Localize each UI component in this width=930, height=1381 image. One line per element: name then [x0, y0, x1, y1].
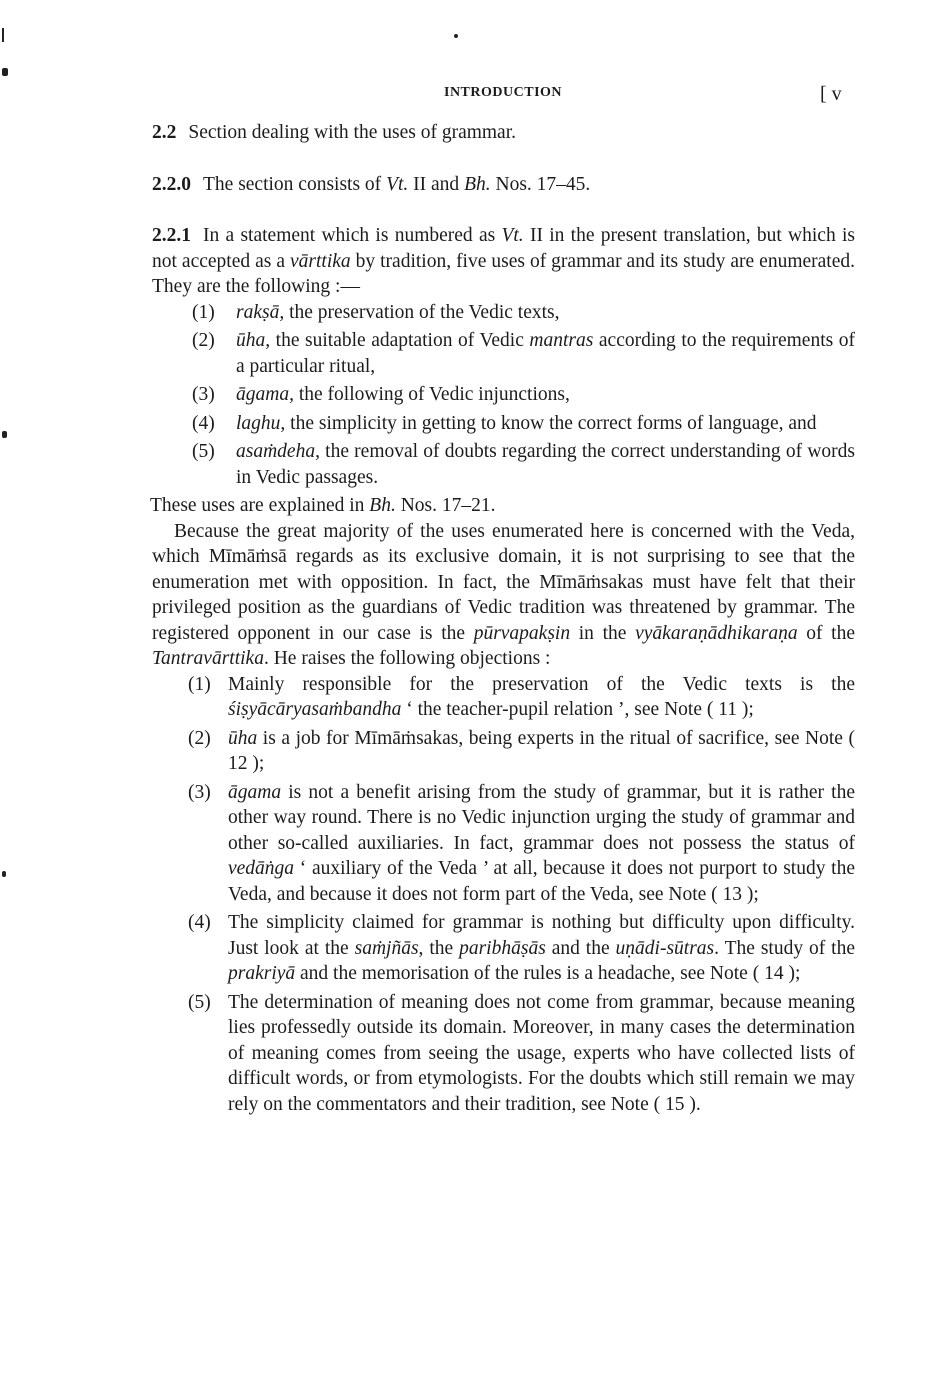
- section-2-2: [152, 120, 855, 146]
- scan-mark: [2, 431, 7, 438]
- abbrev-vt: Vt.: [501, 225, 524, 246]
- term: āgama,: [236, 384, 294, 405]
- text-run: II in the present translation, but which is not accepted as a: [152, 225, 855, 272]
- item-text: is a job for Mīmāṁsakas, being experts in the ritual of sacrifice, see Note ( 12 );: [228, 727, 855, 774]
- list-item: [152, 300, 855, 326]
- term: āgama: [228, 781, 282, 803]
- text-run: These uses are explained in: [150, 495, 370, 516]
- item-label: (2): [188, 727, 211, 749]
- list-item: [152, 726, 855, 777]
- item-text: The simplicity claimed for grammar is nothing but difficulty upon difficulty. Just look at the: [228, 912, 855, 959]
- list-item: [152, 411, 855, 437]
- text-run: Nos. 17–45.: [490, 173, 591, 195]
- abbrev-bh: Bh.: [464, 173, 491, 195]
- term: vedāṅga: [228, 858, 295, 879]
- item-label: (3): [192, 384, 215, 405]
- section-2-2-0: [152, 172, 855, 198]
- item-label: (1): [192, 301, 215, 323]
- term: asaṁdeha,: [236, 441, 320, 462]
- text-run: In a statement which is numbered as: [203, 225, 502, 246]
- abbrev-vt: Vt.: [386, 173, 409, 195]
- item-text: , the: [418, 937, 460, 959]
- text-run: The section consists of: [203, 173, 387, 195]
- text-run: by tradition, five uses of grammar and its study are enumerated. They are the following :—: [152, 250, 855, 297]
- scan-mark: [454, 34, 458, 38]
- abbrev-bh: Bh.: [369, 495, 396, 516]
- term: paribhāṣās: [459, 937, 546, 959]
- item-text: the removal of doubts regarding the correct understanding of words in Vedic passages.: [236, 441, 855, 488]
- term: laghu,: [236, 412, 286, 434]
- term-varttika: vārttika: [289, 250, 351, 272]
- item-label: (4): [188, 912, 211, 933]
- term: prakriyā: [228, 963, 296, 984]
- text-run: in the: [570, 622, 636, 644]
- objections-list: [152, 672, 855, 1118]
- list-item: [152, 382, 855, 408]
- item-text: is not a benefit arising from the study of grammar, but it is rather the other way round. There is no Vedic injunction urging the study of grammar and other so-called auxiliaries. In fact, grammar does not possess the status of: [228, 781, 855, 854]
- item-text: Mainly responsible for the preservation of the Vedic texts is the: [228, 673, 855, 695]
- list-item: [152, 780, 855, 908]
- main-paragraph: [152, 519, 855, 672]
- section-number: 2.2.1: [152, 225, 191, 246]
- item-text: . The study of the: [714, 937, 855, 959]
- item-text: ‘ the teacher-pupil relation ’, see Note ( 11 );: [401, 699, 754, 720]
- section-number: 2.2.0: [152, 173, 191, 195]
- text-run: Because the great majority of the uses enumerated here is concerned with the Veda, which Mīmāṁsā regards as its exclusive domain, it is not surprising to see that the enumeration met with opposition. In fact, the Mīmāṁsakas must have felt that their privileged position as the guardians of Vedic tradition was threatened by grammar. The registered opponent in our case is the: [152, 520, 855, 644]
- item-text: the simplicity in getting to know the correct forms of language, and: [285, 412, 817, 434]
- list-item: [152, 439, 855, 490]
- list-item: [152, 672, 855, 723]
- scan-mark: [2, 871, 6, 877]
- item-label: (1): [188, 673, 211, 695]
- item-label: (2): [192, 330, 215, 351]
- term: śiṣyācāryasaṁbandha: [228, 699, 402, 720]
- section-title: Section dealing with the uses of grammar.: [188, 122, 517, 143]
- section-number: 2.2: [152, 122, 177, 143]
- item-text: the following of Vedic injunctions,: [293, 384, 570, 405]
- list-item: [152, 328, 855, 379]
- page-number: [ v: [820, 83, 842, 105]
- item-text: and the memorisation of the rules is a headache, see Note ( 14 );: [295, 963, 801, 984]
- list-item: [152, 990, 855, 1118]
- item-text: according to the requirements of a particular ritual,: [236, 330, 855, 377]
- term: rakṣā,: [236, 301, 285, 323]
- term: Tantravārttika: [152, 648, 264, 669]
- term: pūrvapakṣin: [473, 622, 571, 644]
- body-text: [152, 120, 855, 1120]
- scan-mark: [2, 28, 4, 42]
- section-2-2-1: [152, 223, 855, 300]
- item-label: (4): [192, 412, 215, 434]
- item-text: the preservation of the Vedic texts,: [284, 301, 560, 323]
- item-text: and the: [545, 937, 616, 959]
- term: mantras: [529, 330, 594, 351]
- item-label: (3): [188, 781, 211, 803]
- term: vyākaraṇādhikaraṇa: [635, 622, 798, 644]
- term: saṁjñās: [354, 937, 419, 959]
- uses-explained: [150, 493, 855, 519]
- text-run: . He raises the following objections :: [263, 648, 551, 669]
- term: uṇādi-sūtras: [615, 937, 715, 959]
- running-header: INTRODUCTION: [444, 85, 563, 100]
- item-label: (5): [192, 441, 215, 462]
- term: ūha,: [236, 330, 271, 351]
- item-text: the suitable adaptation of Vedic: [270, 330, 530, 351]
- text-run: II and: [408, 173, 465, 195]
- item-text: The determination of meaning does not come from grammar, because meaning lies professedly outside its domain. Moreover, in many cases the determination of meaning comes from seeing the usage, experts who have collected lists of difficult words, or from etymologists. For the doubts which still remain we may rely on the commentators and their tradition, see Note ( 15 ).: [228, 991, 855, 1115]
- scan-mark: [2, 68, 8, 76]
- text-run: of the: [797, 622, 855, 644]
- list-item: [152, 910, 855, 987]
- uses-list: [152, 300, 855, 491]
- text-run: Nos. 17–21.: [395, 495, 496, 516]
- term: ūha: [228, 727, 258, 749]
- item-label: (5): [188, 991, 211, 1013]
- item-text: ‘ auxiliary of the Veda ’ at all, because it does not purport to study the Veda, and because it does not form part of the Veda, see Note ( 13 );: [228, 858, 855, 905]
